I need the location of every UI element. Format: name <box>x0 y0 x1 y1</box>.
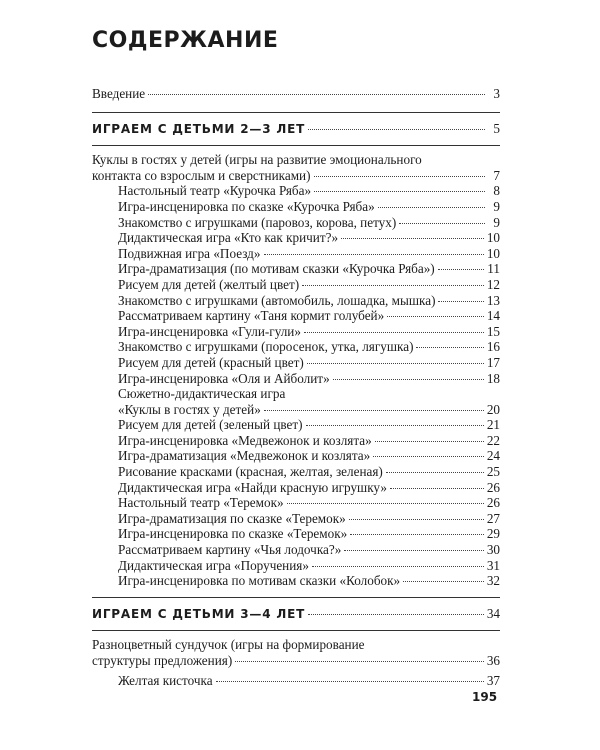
toc-entry-multiline[interactable] <box>92 386 500 417</box>
toc-entry[interactable] <box>92 433 500 449</box>
toc-entry-text: Дидактическая игра «Найди красную игрушку» <box>118 479 387 495</box>
toc-entry-text: Сюжетно-дидактическая игра <box>118 386 286 402</box>
toc-entry-text: Рисуем для детей (зеленый цвет) <box>118 417 303 433</box>
group-title-line: контакта со взрослым и сверстниками) <box>92 167 311 183</box>
dot-leader <box>304 332 484 333</box>
toc-entry-intro[interactable] <box>92 86 500 102</box>
toc-entry-text: Рассматриваем картину «Таня кормит голубей» <box>118 308 385 324</box>
group-title-line: структуры предложения) <box>92 653 233 668</box>
page-number: 195 <box>472 690 498 704</box>
toc-entry[interactable] <box>92 261 500 277</box>
toc-entry-text: Рисование красками (красная, желтая, зеленая) <box>118 464 383 480</box>
toc-entry[interactable] <box>92 277 500 293</box>
toc-entry-page: 10 <box>486 245 500 261</box>
toc-entry-text: Рассматриваем картину «Чья лодочка?» <box>118 542 342 558</box>
dot-leader <box>350 534 484 535</box>
toc-entry[interactable] <box>92 526 500 542</box>
toc-entry-text: «Куклы в гостях у детей» <box>118 401 261 417</box>
toc-entry[interactable] <box>92 495 500 511</box>
toc-entry-page: 30 <box>486 542 500 558</box>
dot-leader <box>302 285 484 286</box>
toc-section-2[interactable] <box>92 606 500 623</box>
section-page: 34 <box>486 605 500 621</box>
toc-entry-text: Настольный театр «Теремок» <box>118 495 284 511</box>
toc-entry-page: 29 <box>486 526 500 542</box>
dot-leader <box>386 472 484 473</box>
toc-entry-page: 32 <box>486 573 500 589</box>
toc-entry-page: 22 <box>486 432 500 448</box>
dot-leader <box>314 191 485 192</box>
dot-leader <box>403 581 484 582</box>
toc-entry-page: 18 <box>486 370 500 386</box>
dot-leader <box>387 316 484 317</box>
dot-leader <box>378 207 485 208</box>
toc-entry-page: 9 <box>493 214 500 230</box>
toc-entry-page: 13 <box>486 292 500 308</box>
dot-leader <box>399 223 485 224</box>
toc-entry-page: 24 <box>486 448 500 464</box>
group-title-line: Куклы в гостях у детей (игры на развитие эмоционального <box>92 152 422 168</box>
toc-entry-text: Игра-инсценировка «Гули-гули» <box>118 323 301 339</box>
toc-entry-page: 31 <box>486 557 500 573</box>
toc-entry[interactable] <box>92 246 500 262</box>
toc-entry[interactable] <box>92 464 500 480</box>
section-title: ИГРАЕМ С ДЕТЬМИ 3—4 ЛЕТ <box>92 606 306 621</box>
toc-entry[interactable] <box>92 230 500 246</box>
dot-leader <box>314 176 486 177</box>
toc-entry-text: Знакомство с игрушками (автомобиль, лошадка, мышка) <box>118 292 436 308</box>
toc-entry-text: Введение <box>92 86 146 101</box>
page-title: СОДЕРЖАНИЕ <box>92 28 279 53</box>
toc-entry[interactable] <box>92 448 500 464</box>
toc-entry-page: 3 <box>493 86 500 101</box>
toc-entry-page: 26 <box>486 495 500 511</box>
dot-leader <box>344 550 483 551</box>
dot-leader <box>341 238 484 239</box>
toc-entry-text: Игра-драматизация по сказке «Теремок» <box>118 510 346 526</box>
toc-entry-page: 20 <box>486 401 500 417</box>
toc-entry-page: 10 <box>486 230 500 246</box>
dot-leader <box>308 129 485 130</box>
dot-leader <box>216 681 484 682</box>
toc-entry[interactable] <box>92 199 500 215</box>
toc-entry-page: 15 <box>486 323 500 339</box>
toc-entry[interactable] <box>92 417 500 433</box>
dot-leader <box>235 661 484 662</box>
toc-group-2[interactable] <box>92 637 500 668</box>
toc-section-1[interactable] <box>92 121 500 138</box>
section-page: 5 <box>493 120 500 136</box>
dot-leader <box>308 614 484 615</box>
toc-entry-page: 37 <box>486 672 500 688</box>
toc-entries <box>92 417 500 589</box>
toc-entry-page: 11 <box>487 261 500 277</box>
toc-entry-text: Дидактическая игра «Кто как кричит?» <box>118 230 339 246</box>
toc-entry-text: Знакомство с игрушками (паровоз, корова, петух) <box>118 214 397 230</box>
toc-entry-page: 27 <box>486 510 500 526</box>
dot-leader <box>307 363 484 364</box>
toc-entry-text: Игра-инсценировка «Медвежонок и козлята» <box>118 432 372 448</box>
toc-entry-text: Игра-инсценировка по сказке «Курочка Ряба» <box>118 198 375 214</box>
toc-entry[interactable] <box>92 573 500 589</box>
toc-entry-text: Игра-инсценировка «Оля и Айболит» <box>118 370 330 386</box>
toc-entry[interactable] <box>92 542 500 558</box>
toc-entry-text: Игра-инсценировка по мотивам сказки «Колобок» <box>118 573 401 589</box>
toc-entries <box>92 673 500 689</box>
toc-entry[interactable] <box>92 355 500 371</box>
dot-leader <box>438 301 483 302</box>
toc-entry[interactable] <box>92 511 500 527</box>
toc-entry-page: 9 <box>493 198 500 214</box>
toc-entry-text: Дидактическая игра «Поручения» <box>118 557 309 573</box>
toc-entry[interactable] <box>92 371 500 387</box>
toc-entry-page: 26 <box>486 479 500 495</box>
dot-leader <box>264 254 484 255</box>
toc-entry[interactable] <box>92 339 500 355</box>
toc-entry-text: Знакомство с игрушками (поросенок, утка, лягушка) <box>118 339 414 355</box>
toc-entry-page: 21 <box>486 417 500 433</box>
toc-entries <box>92 183 500 386</box>
group-title-line: Разноцветный сундучок (игры на формирование <box>92 637 365 653</box>
toc-entry-text: Игра-инсценировка по сказке «Теремок» <box>118 526 348 542</box>
dot-leader <box>375 441 484 442</box>
toc-entry[interactable] <box>92 480 500 496</box>
toc-group-1[interactable] <box>92 152 500 183</box>
dot-leader <box>416 347 483 348</box>
group-page: 36 <box>486 653 500 668</box>
toc-entry-text: Настольный театр «Курочка Ряба» <box>118 183 312 199</box>
dot-leader <box>349 519 484 520</box>
toc-entry[interactable] <box>92 293 500 309</box>
group-page: 7 <box>493 167 500 183</box>
toc-entry[interactable] <box>92 183 500 199</box>
dot-leader <box>312 566 484 567</box>
toc-entry-page: 12 <box>486 276 500 292</box>
toc-entry-page: 8 <box>493 183 500 199</box>
table-of-contents <box>92 86 500 688</box>
section-title: ИГРАЕМ С ДЕТЬМИ 2—3 ЛЕТ <box>92 121 306 136</box>
toc-entry-text: Подвижная игра «Поезд» <box>118 245 261 261</box>
toc-entry[interactable] <box>92 308 500 324</box>
toc-entry-text: Игра-драматизация (по мотивам сказки «Курочка Ряба») <box>118 261 435 277</box>
dot-leader <box>373 456 484 457</box>
dot-leader <box>390 488 484 489</box>
toc-entry[interactable] <box>92 673 500 689</box>
dot-leader <box>287 503 484 504</box>
dot-leader <box>333 379 484 380</box>
dot-leader <box>306 425 484 426</box>
dot-leader <box>264 410 484 411</box>
toc-entry[interactable] <box>92 558 500 574</box>
toc-entry-page: 16 <box>486 339 500 355</box>
toc-entry[interactable] <box>92 215 500 231</box>
toc-entry-page: 17 <box>486 354 500 370</box>
toc-entry-text: Рисуем для детей (желтый цвет) <box>118 276 300 292</box>
toc-entry-text: Рисуем для детей (красный цвет) <box>118 354 304 370</box>
dot-leader <box>438 269 485 270</box>
toc-entry-page: 14 <box>486 308 500 324</box>
toc-entry-text: Желтая кисточка <box>118 672 213 688</box>
toc-entry-text: Игра-драматизация «Медвежонок и козлята» <box>118 448 371 464</box>
toc-entry[interactable] <box>92 324 500 340</box>
dot-leader <box>148 94 485 95</box>
toc-entry-page: 25 <box>486 464 500 480</box>
